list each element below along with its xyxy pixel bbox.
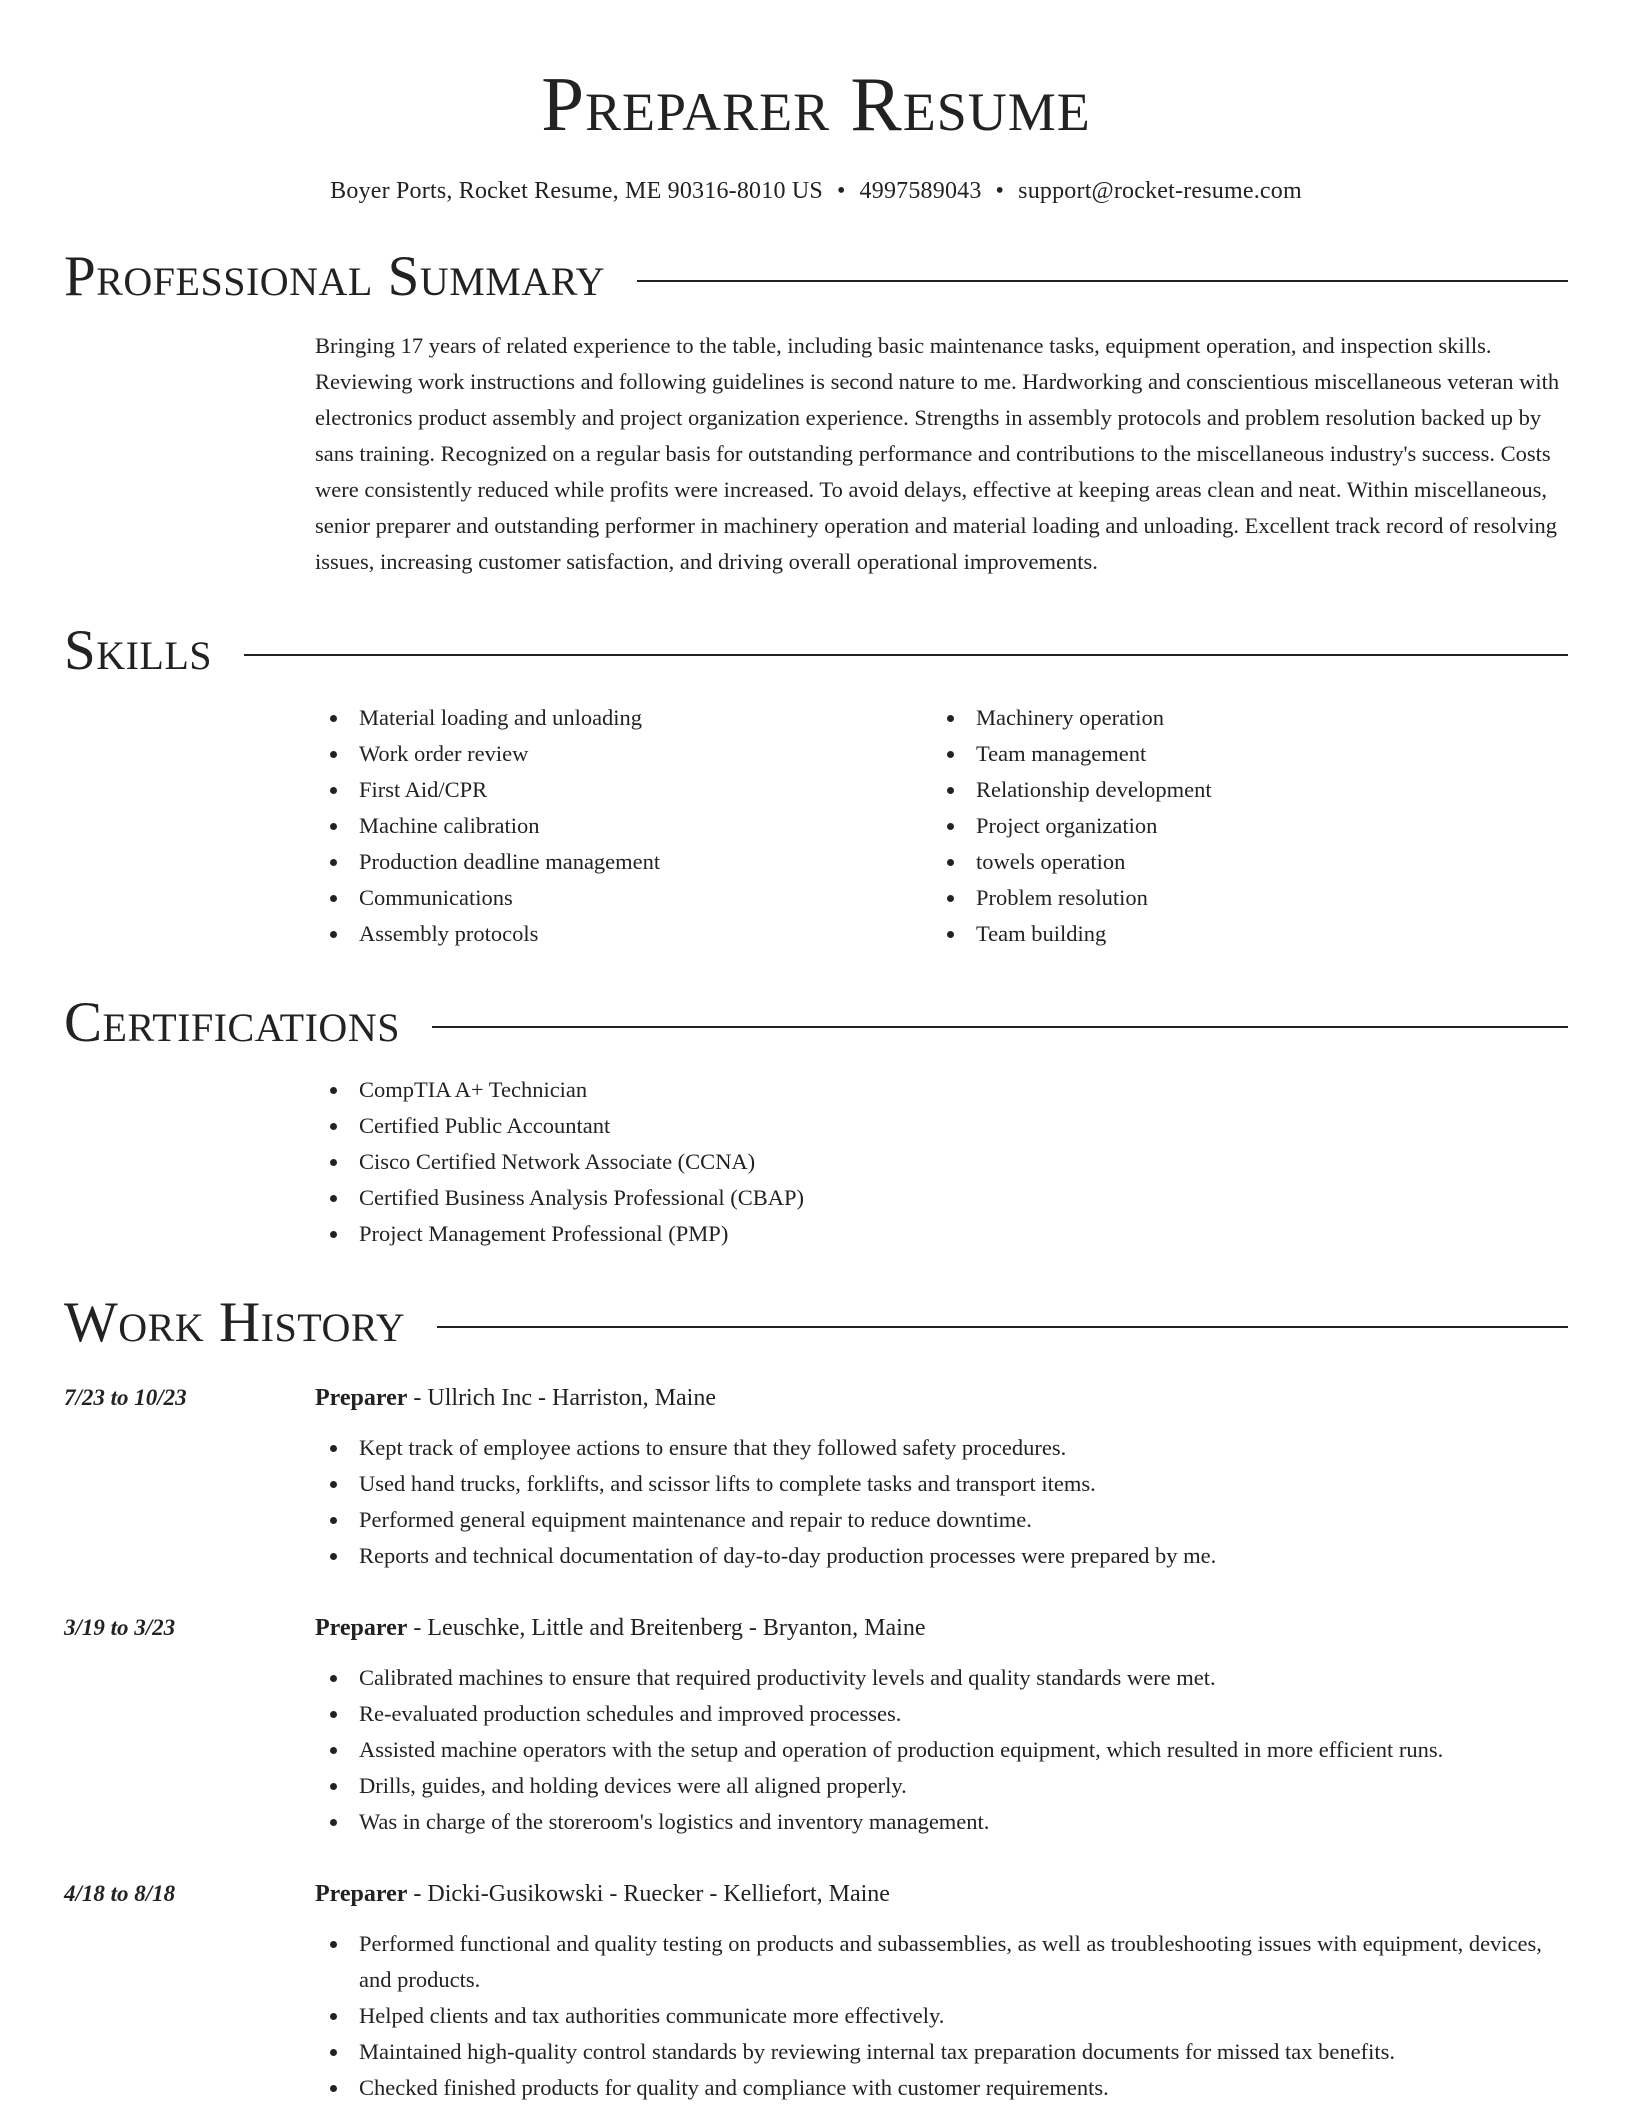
contact-line [64,176,1568,206]
job-duty: Re-evaluated production schedules and improved processes. [315,1696,1568,1732]
certification-item: Cisco Certified Network Associate (CCNA) [315,1144,1568,1180]
section-divider [637,280,1568,282]
job-dates: 4/18 to 8/18 [64,1881,176,1906]
skill-item: Communications [315,880,932,916]
skills-heading: Skills [64,619,213,682]
skill-item: Work order review [315,736,932,772]
contact-phone: 4997589043 [859,178,982,204]
job-duty: Drills, guides, and holding devices were all aligned properly. [315,1768,1568,1804]
skill-item: Material loading and unloading [315,700,932,736]
job-duties-list [315,1430,1568,1574]
skill-item: Machinery operation [932,700,1549,736]
skill-item: towels operation [932,844,1549,880]
skill-item: Relationship development [932,772,1549,808]
summary-heading: Professional Summary [64,245,606,308]
contact-separator: • [836,178,846,204]
job-title-line [315,1876,1568,1912]
certifications-heading: Certifications [64,991,400,1054]
job-role: Preparer [315,1385,408,1411]
page-title: Preparer Resume [541,61,1091,147]
job-entry [64,1876,1568,2106]
job-employer: - Leuschke, Little and Breitenberg - Bryanton, Maine [407,1615,926,1641]
skill-item: Project organization [932,808,1549,844]
job-duty: Helped clients and tax authorities communicate more effectively. [315,1998,1568,2034]
skill-item: Problem resolution [932,880,1549,916]
contact-separator: • [995,178,1005,204]
job-entry [64,1610,1568,1840]
job-duties-list [315,1660,1568,1840]
work-history-heading: Work History [64,1291,406,1354]
job-duties-list [315,1926,1568,2106]
job-duty: Assisted machine operators with the setup and operation of production equipment, which resulted in more efficient runs. [315,1732,1568,1768]
job-employer: - Dicki-Gusikowski - Ruecker - Kelliefort, Maine [407,1881,890,1907]
job-duty: Calibrated machines to ensure that required productivity levels and quality standards were met. [315,1660,1568,1696]
skill-item: First Aid/CPR [315,772,932,808]
certification-item: Certified Public Accountant [315,1108,1568,1144]
summary-text: Bringing 17 years of related experience to the table, including basic maintenance tasks, equipment operation, and inspection skills. Reviewing work instructions and following guidelines is second nature to me. Hardworking and conscientious miscellaneous veteran with electronics product assembly and project organization experience. Strengths in assembly protocols and problem resolution backed up by sans training. Recognized on a regular basis for outstanding performance and contributions to the miscellaneous industry's success. Costs were consistently reduced while profits were increased. To avoid delays, effective at keeping areas clean and neat. Within miscellaneous, senior preparer and outstanding performer in machinery operation and material loading and unloading. Excellent track record of resolving issues, increasing customer satisfaction, and driving overall operational improvements. [315,333,1560,574]
job-duty: Kept track of employee actions to ensure that they followed safety procedures. [315,1430,1568,1466]
job-dates: 3/19 to 3/23 [64,1615,176,1640]
job-content [315,1610,1568,1840]
skill-item: Assembly protocols [315,916,932,952]
skills-columns [315,700,1568,952]
certifications-list [315,1072,1568,1252]
job-duty: Maintained high-quality control standards by reviewing internal tax preparation documents for missed tax benefits. [315,2034,1568,2070]
skill-item: Team building [932,916,1549,952]
job-duty: Performed general equipment maintenance and repair to reduce downtime. [315,1502,1568,1538]
section-divider [437,1326,1568,1328]
certifications-section-header [64,992,1568,1054]
summary-section-header [64,246,1568,308]
job-title-line [315,1610,1568,1646]
certifications-body [315,1072,1568,1252]
work-history-section-header [64,1292,1568,1354]
job-title-line [315,1380,1568,1416]
section-divider [432,1026,1568,1028]
job-duty: Was in charge of the storeroom's logistics and inventory management. [315,1804,1568,1840]
job-duty: Reports and technical documentation of day-to-day production processes were prepared by me. [315,1538,1568,1574]
skills-list-right [932,700,1549,952]
job-duty: Used hand trucks, forklifts, and scissor lifts to complete tasks and transport items. [315,1466,1568,1502]
job-entry [64,1380,1568,1574]
skills-section-header [64,620,1568,682]
contact-email: support@rocket-resume.com [1018,178,1302,204]
job-content [315,1380,1568,1574]
skill-item: Production deadline management [315,844,932,880]
job-employer: - Ullrich Inc - Harriston, Maine [407,1385,716,1411]
job-role: Preparer [315,1615,408,1641]
job-duty: Checked finished products for quality and compliance with customer requirements. [315,2070,1568,2106]
job-duty: Performed functional and quality testing on products and subassemblies, as well as troubleshooting issues with equipment, devices, and products. [315,1926,1568,1998]
skills-list-left [315,700,932,952]
contact-address: Boyer Ports, Rocket Resume, ME 90316-8010 US [330,178,823,204]
skill-item: Machine calibration [315,808,932,844]
section-divider [244,654,1568,656]
skill-item: Team management [932,736,1549,772]
certification-item: Project Management Professional (PMP) [315,1216,1568,1252]
certification-item: CompTIA A+ Technician [315,1072,1568,1108]
certification-item: Certified Business Analysis Professional (CBAP) [315,1180,1568,1216]
job-content [315,1876,1568,2106]
job-role: Preparer [315,1881,408,1907]
job-dates: 7/23 to 10/23 [64,1385,187,1410]
